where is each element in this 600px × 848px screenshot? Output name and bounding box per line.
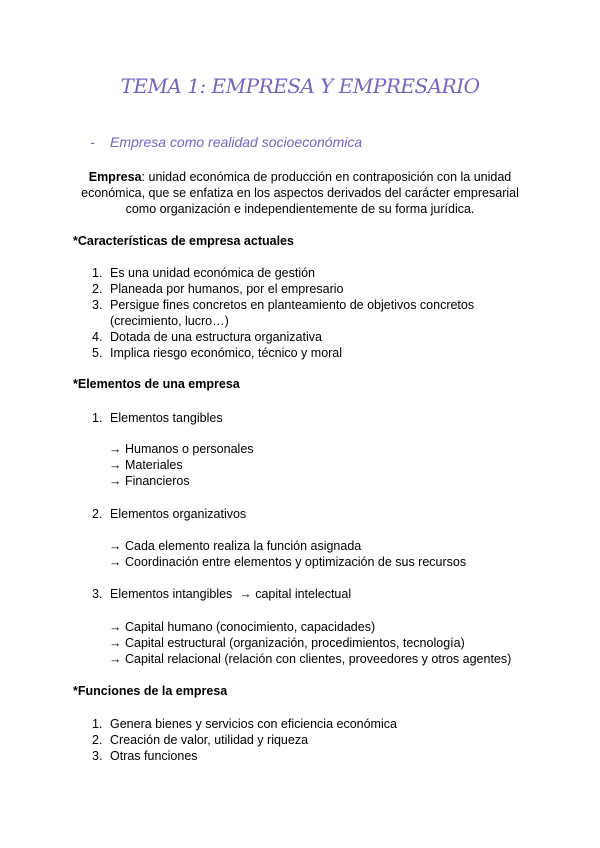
item-number: 1. — [92, 266, 103, 280]
list-item — [92, 265, 512, 281]
elementos-group-2 — [92, 506, 246, 522]
item-number: 2. — [92, 282, 103, 296]
list-item — [92, 716, 512, 732]
item-text: Elementos intangibles → capital intelectual — [110, 587, 352, 601]
heading-caracteristicas: *Características de empresa actuales — [73, 234, 294, 248]
item-number: 3. — [92, 298, 103, 312]
item-number: 5. — [92, 346, 103, 360]
item-text: Es una unidad económica de gestión — [110, 266, 316, 280]
caracteristicas-list — [92, 265, 512, 361]
heading-funciones: *Funciones de la empresa — [73, 684, 228, 698]
section-subtitle — [90, 134, 362, 150]
item-number: 2. — [92, 733, 103, 747]
item-text: Genera bienes y servicios con eficiencia económica — [110, 717, 397, 731]
item-number: 2. — [92, 507, 103, 521]
sub-item: → Coordinación entre elementos y optimización de sus recursos — [109, 555, 467, 569]
sub-item: → Materiales — [109, 458, 183, 472]
list-item — [92, 329, 512, 345]
item-number: 1. — [92, 411, 103, 425]
definition-text: : unidad económica de producción en contraposición con la unidad económica, que se enfatiza en los aspectos derivados del carácter empresarial como organización e independientemente de su forma jurídica. — [81, 170, 519, 216]
sub-item: → Capital estructural (organización, procedimientos, tecnología) — [109, 636, 465, 650]
elementos-tangibles-sublist — [109, 441, 254, 489]
elementos-intangibles-sublist — [109, 619, 511, 667]
page-title: TEMA 1: EMPRESA Y EMPRESARIO — [120, 74, 480, 98]
item-text: Elementos tangibles — [110, 411, 223, 425]
item-number: 3. — [92, 749, 103, 763]
list-item — [92, 748, 512, 764]
definition-paragraph — [80, 169, 520, 217]
list-item — [92, 281, 512, 297]
item-text: Dotada de una estructura organizativa — [110, 330, 322, 344]
item-number: 3. — [92, 587, 103, 601]
item-number: 4. — [92, 330, 103, 344]
subtitle-dash: - — [90, 134, 95, 150]
sub-item: → Capital humano (conocimiento, capacidades) — [109, 620, 376, 634]
item-text: Otras funciones — [110, 749, 198, 763]
elementos-organizativos-sublist — [109, 538, 466, 570]
sub-item: → Humanos o personales — [109, 442, 254, 456]
list-item — [92, 345, 512, 361]
item-text: Implica riesgo económico, técnico y moral — [110, 346, 343, 360]
list-item — [92, 297, 512, 329]
definition-term: Empresa — [88, 170, 142, 184]
item-text: Creación de valor, utilidad y riqueza — [110, 733, 309, 747]
item-text: Elementos organizativos — [110, 507, 247, 521]
elementos-group-3 — [92, 586, 351, 602]
funciones-list — [92, 716, 512, 764]
sub-item: → Capital relacional (relación con clientes, proveedores y otros agentes) — [109, 652, 512, 666]
list-item — [92, 732, 512, 748]
heading-elementos: *Elementos de una empresa — [73, 377, 240, 391]
sub-item: → Cada elemento realiza la función asignada — [109, 539, 362, 553]
subtitle-text: Empresa como realidad socioeconómica — [110, 134, 363, 150]
item-text: Persigue fines concretos en planteamiento de objetivos concretos (crecimiento, lucro…) — [110, 298, 475, 328]
item-number: 1. — [92, 717, 103, 731]
sub-item: → Financieros — [109, 474, 190, 488]
elementos-group-1 — [92, 410, 223, 426]
item-text: Planeada por humanos, por el empresario — [110, 282, 344, 296]
